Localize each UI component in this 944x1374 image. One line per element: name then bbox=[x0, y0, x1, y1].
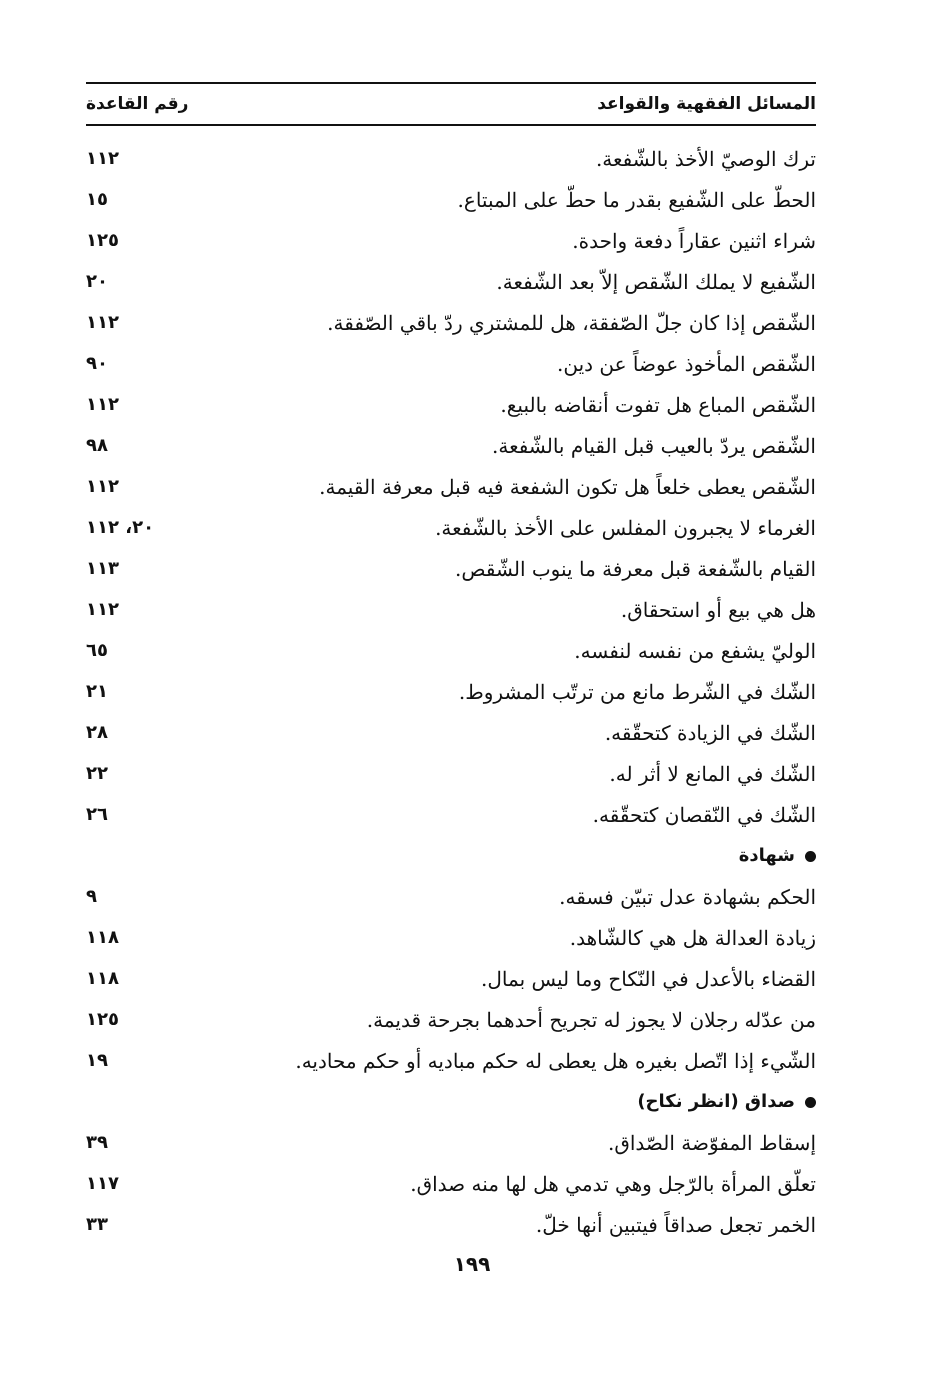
entry-text: الشّيء إذا اتّصل بغيره هل يعطى له حكم مباديه أو حكم محاديه. bbox=[295, 1048, 816, 1073]
rule-number: ١١٢ bbox=[86, 599, 119, 620]
section-heading bbox=[86, 835, 816, 876]
entry-text: الشّقص يردّ بالعيب قبل القيام بالشّفعة. bbox=[492, 433, 816, 458]
entry-text: الغرماء لا يجبرون المفلس على الأخذ بالشّفعة. bbox=[435, 515, 816, 540]
rule-number: ٦٥ bbox=[86, 640, 108, 661]
rule-number: ٢٢ bbox=[86, 763, 108, 784]
rule-number: ١١٣ bbox=[86, 558, 119, 579]
rule-number: ٣٩ bbox=[86, 1132, 108, 1153]
entry-text: الوليّ يشفع من نفسه لنفسه. bbox=[574, 638, 816, 663]
rule-number: ٩٨ bbox=[86, 435, 108, 456]
rule-number: ٢٠، ١١٢ bbox=[86, 517, 155, 538]
rule-number: ١١٢ bbox=[86, 148, 119, 169]
rule-number: ١١٧ bbox=[86, 1173, 119, 1194]
list-item bbox=[86, 507, 816, 548]
section-heading-label: شهادة bbox=[738, 845, 795, 866]
rule-number: ١١٢ bbox=[86, 394, 119, 415]
list-item bbox=[86, 384, 816, 425]
section-heading-text bbox=[739, 845, 816, 866]
section-heading bbox=[86, 1081, 816, 1122]
list-item bbox=[86, 179, 816, 220]
list-item bbox=[86, 1163, 816, 1204]
rule-number: ١٢٥ bbox=[86, 1009, 119, 1030]
list-item bbox=[86, 220, 816, 261]
entry-text: القيام بالشّفعة قبل معرفة ما ينوب الشّقص. bbox=[455, 556, 816, 581]
entry-text: الشّك في النّقصان كتحقّقه. bbox=[592, 802, 816, 827]
entry-text: ترك الوصيّ الأخذ بالشّفعة. bbox=[595, 146, 816, 171]
list-item bbox=[86, 261, 816, 302]
list-item bbox=[86, 466, 816, 507]
rule-number: ١١٨ bbox=[86, 968, 119, 989]
rule-number: ١٢٥ bbox=[86, 230, 119, 251]
entry-text: هل هي بيع أو استحقاق. bbox=[620, 597, 816, 622]
rule-number: ١١٨ bbox=[86, 927, 119, 948]
entry-text: الشّقص المأخوذ عوضاً عن دين. bbox=[556, 351, 816, 376]
entry-text: من عدّله رجلان لا يجوز له تجريح أحدهما بجرحة قديمة. bbox=[366, 1007, 816, 1032]
entry-text: الشّقص المباع هل تفوت أنقاضه بالبيع. bbox=[500, 392, 816, 417]
rule-number: ٩ bbox=[86, 886, 97, 907]
list-item bbox=[86, 712, 816, 753]
entry-text: الخمر تجعل صداقاً فيتبين أنها خلّ. bbox=[535, 1212, 816, 1237]
list-item bbox=[86, 999, 816, 1040]
rule-number: ٩٠ bbox=[86, 353, 108, 374]
list-item bbox=[86, 343, 816, 384]
rule-number: ٢٦ bbox=[86, 804, 108, 825]
bullet-icon bbox=[805, 851, 816, 862]
entry-text: القضاء بالأعدل في النّكاح وما ليس بمال. bbox=[481, 966, 816, 991]
rule-number: ٢٠ bbox=[86, 271, 108, 292]
rule-number: ٣٣ bbox=[86, 1214, 108, 1235]
rule-number: ١١٢ bbox=[86, 476, 119, 497]
rule-number: ١٩ bbox=[86, 1050, 108, 1071]
entry-text: الشّقص إذا كان جلّ الصّفقة، هل للمشتري ردّ باقي الصّفقة. bbox=[327, 310, 816, 335]
list-item bbox=[86, 589, 816, 630]
rule-number: ٢١ bbox=[86, 681, 108, 702]
list-item bbox=[86, 671, 816, 712]
list-item bbox=[86, 794, 816, 835]
list-item bbox=[86, 958, 816, 999]
list-item bbox=[86, 302, 816, 343]
list-item bbox=[86, 1204, 816, 1245]
index-list bbox=[86, 138, 816, 1245]
header-rule-number-label: رقم القاعدة bbox=[86, 94, 189, 114]
entry-text: زيادة العدالة هل هي كالشّاهد. bbox=[569, 925, 816, 950]
list-item bbox=[86, 1122, 816, 1163]
page-number: ١٩٩ bbox=[453, 1252, 491, 1276]
rule-number: ٢٨ bbox=[86, 722, 108, 743]
list-item bbox=[86, 425, 816, 466]
entry-text: الشّقص يعطى خلعاً هل تكون الشفعة فيه قبل معرفة القيمة. bbox=[319, 474, 816, 499]
section-heading-text bbox=[637, 1091, 816, 1112]
entry-text: شراء اثنين عقاراً دفعة واحدة. bbox=[572, 228, 816, 253]
list-item bbox=[86, 548, 816, 589]
list-item bbox=[86, 753, 816, 794]
list-item bbox=[86, 138, 816, 179]
header-title: المسائل الفقهية والقواعد bbox=[597, 94, 816, 114]
bullet-icon bbox=[805, 1097, 816, 1108]
page-header bbox=[86, 82, 816, 126]
rule-number: ١١٢ bbox=[86, 312, 119, 333]
list-item bbox=[86, 917, 816, 958]
list-item bbox=[86, 876, 816, 917]
list-item bbox=[86, 630, 816, 671]
entry-text: الحكم بشهادة عدل تبيّن فسقه. bbox=[559, 884, 816, 909]
entry-text: الحطّ على الشّفيع بقدر ما حطّ على المبتاع. bbox=[457, 187, 816, 212]
entry-text: الشّك في الزيادة كتحقّقه. bbox=[604, 720, 816, 745]
rule-number: ١٥ bbox=[86, 189, 108, 210]
entry-text: إسقاط المفوّضة الصّداق. bbox=[607, 1130, 816, 1155]
entry-text: تعلّق المرأة بالرّجل وهي تدمي هل لها منه صداق. bbox=[410, 1171, 816, 1196]
entry-text: الشّك في الشّرط مانع من ترتّب المشروط. bbox=[458, 679, 816, 704]
list-item bbox=[86, 1040, 816, 1081]
entry-text: الشّك في المانع لا أثر له. bbox=[609, 761, 816, 786]
entry-text: الشّفيع لا يملك الشّقص إلاّ بعد الشّفعة. bbox=[496, 269, 816, 294]
section-heading-label: صداق (انظر نكاح) bbox=[637, 1091, 795, 1112]
